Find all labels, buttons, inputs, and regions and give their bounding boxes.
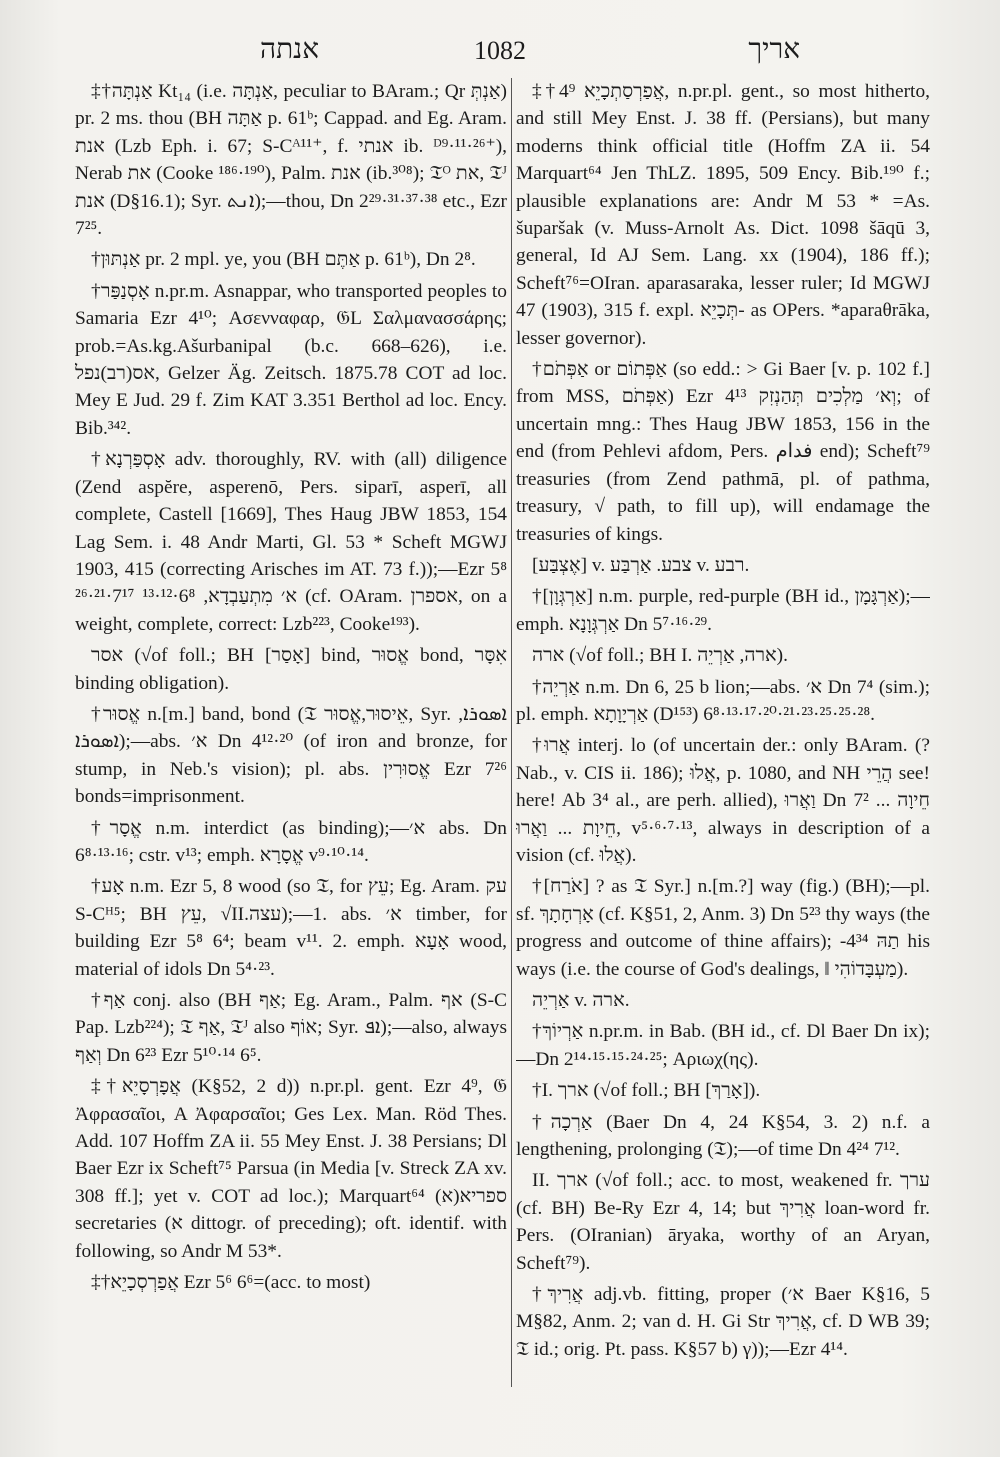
entry: †אַרְכָה (Baer Dn 4, 24 K§54, 3. 2) n.f. a lengthening, prolonging (𝔗);—of time Dn 4²⁴ 7¹². (516, 1111, 930, 1161)
entry: ‡†אֲפָרְסָיֵא (K§52, 2 d)) n.pr.pl. gent. Ezr 4⁹, 𝔊 Ἀφρασαῖοι, A Ἀφαρσαῖοι; Ges Lex. Man. Röd Thes. Add. 107 Hoffm ZA ii. 55 Mey Enst. J. 38 Persians; Dl Baer Ezr ix Scheft⁷⁵ Parsua (in Media [v. Streck ZA xv. 308 ff.]; yet v. COT ad loc.); Marquart⁶⁴ (א)ספריא secretaries (א dittogr. of preceding); oft. identif. with following, so Andr M 53*. (75, 1076, 507, 1262)
right-column (516, 78, 930, 1397)
entry: †I. ארך (√of foll.; BH [אָרַךְ]). (532, 1080, 761, 1102)
entry: ארה (√of foll.; BH I. ארה, אַרְיֵה). (532, 645, 788, 667)
entry: †אֲרִיךְ adj.vb. fitting, proper (א׳ Baer K§16, 5 M§82, Anm. 2; van d. H. Gi Str אֲרִיךְ, cf. D WB 39; 𝔗 id.; orig. Pt. pass. K§57 b) γ));—Ezr 4¹⁴. (516, 1284, 930, 1360)
entry: אַרְיֵה v. ארה. (532, 990, 630, 1011)
entry: †אָסְנַפַּר n.pr.m. Asnappar, who transported peoples to Samaria Ezr 4¹⁰; Ασενναφαρ, 𝔊L Σαλμανασσάρης; prob.=As.kg.Ašurbanipal (b.c. 668–626), i.e. אס(רב)נפל, Gelzer Äg. Zeitsch. 1875.78 COT ad loc. Mey E Jud. 29 f. Zim KAT 3.351 Berthol ad loc. Ency. Bib.³⁴². (75, 280, 507, 439)
entry: †אַף conj. also (BH אַף; Eg. Aram., Palm. אף (S-C Pap. Lzb²²⁴); 𝔗 אַף, 𝔗ᴶ also אוֹף; Syr. ܐܦ);—also, always וְאַף Dn 6²³ Ezr 5¹⁰·¹⁴ 6⁵. (75, 990, 507, 1066)
entry: †אֱסוּר n.[m.] band, bond (𝔗 אֵיסוּר,אֱסוּר, Syr. ܐܣܘܪܐ, ܐܣܘܪܐ);—abs. א׳ Dn 4¹²·²⁰ (of iron and bronze, for stump, in Neb.'s vision); pl. abs. אֱסוּרִין Ezr 7²⁶ bonds=imprisonment. (75, 703, 507, 808)
entry: II. ארך (√of foll.; acc. to most, weakened fr. ערך (cf. BH) Be-Ry Ezr 4, 14; but אֲרִיךְ loan-word fr. Pers. (OIranian) āryaka, worthy of an Aryan, Scheft⁷⁹). (516, 1170, 930, 1274)
entry: ‡†אֲפַרְסַתְכָיֵא 4⁹, n.pr.pl. gent., so most hitherto, and still Mey Enst. J. 38 ff. (Persians), but many moderns think official title (Hoffm ZA ii. 54 Marquart⁶⁴ Jen ThLZ. 1895, 509 Ency. Bib.¹⁹⁰ f.; plausible explanations are: Andr M 53 * =As. šuparšak (v. Muss-Arnolt As. Dict. 1098 šāqū 3, general, Id AJ Sem. Lang. xx (1904), 186 ff.); Scheft⁷⁶=OIran. aparasaraka, lesser ruler; Id MGWJ 47 (1903), 315 f. expl. תְּכָיֵא- as OPers. *aparaθrāka, lesser governor). (516, 81, 930, 349)
entry: †אֲרוּ interj. lo (of uncertain der.: only BAram. (? Nab., v. CIS ii. 186); אֲלוּ, p. 1080, and NH הֲרֵי see! here! Ab 3⁴ al., are perh. allied), וַאֲרוּ Dn 7² ... חֵיוָה חֵיוָת ... וַאֲרוּ, v⁵·⁶·⁷·¹³, always in description of a vision (cf. אֲלוּ). (516, 735, 930, 866)
entry: [אֶצְבַּע] v. צבע. אַרְבַּע v. רבע. (532, 554, 750, 576)
entry: †[אֹרַח] ? as 𝔗 Syr.] n.[m.?] way (fig.) (BH);—pl. sf. אָרְחָתָךְ (cf. K§51, 2, Anm. 3) Dn 5²³ thy ways (the progress and outcome of thine affairs); -תַהּ 4³⁴ his ways (i.e. the course of God's dealings, ‖ מַעְבָּדוֹהִי). (516, 876, 930, 980)
entry: †אַנְתּוּן pr. 2 mpl. ye, you (BH אַתֶּם p. 61ᵇ), Dn 2⁸. (91, 249, 476, 271)
entry: †אַפְּתֹם or אַפְּתוֹם (so edd.: > Gi Baer [v. p. 102 f.] from MSS, אַפְּתֹם) Ezr 4¹³ וְא׳ מַלְכִים תְּהַנְזִק; of uncertain mng.: Thes Haug JBW 1853, 156 in the end (from Pehlevi afdom, Pers. فدام end); Scheft⁷⁹ treasuries (from Zend pathmā, pl. of pathma, treasury, √ path, to fill up), will endamage the treasuries of kings. (516, 359, 930, 545)
entry: אסר (√of foll.; BH [אָסַר] bind, אֱסוּר bond, אִסָּר binding obligation). (75, 645, 507, 694)
left-column (75, 78, 507, 1397)
header-right-word: אריך (748, 34, 800, 65)
running-header (70, 28, 930, 72)
entry: †אָע n.m. Ezr 5, 8 wood (so 𝔗, for עֵץ; Eg. Aram. עק S-Cᴴ⁵; BH עֵץ, √II.עצה);—1. abs. א׳ timber, for building Ezr 5⁸ 6⁴; beam v¹¹. 2. emph. אָעָא wood, material of idols Dn 5⁴·²³. (75, 876, 507, 980)
entry: †אַרְיוֹךְ n.pr.m. in Bab. (BH id., cf. Dl Baer Dn ix);—Dn 2¹⁴·¹⁵·¹⁵·²⁴·²⁵; Αριωχ(ης). (516, 1021, 930, 1070)
column-divider (511, 78, 512, 1387)
entry: †אֱסָר n.m. interdict (as binding);—א׳ abs. Dn 6⁸·¹³·¹⁶; cstr. v¹³; emph. אֱסָרָא v⁹·¹⁰·¹⁴. (75, 817, 507, 866)
entry: ‡†אַנְתָּה Kt₁₄ (i.e. אַנְתָּה, peculiar to BAram.; Qr אַנְתְּ) pr. 2 ms. thou (BH אַתָּה p. 61ᵇ; Cappad. and Eg. Aram. אנת (Lzb Eph. i. 67; S-Cᴬ¹¹⁺, f. אנתי ib. ᴰ⁹·¹¹·²⁶⁺), Nerab את (Cooke ¹⁸⁶·¹⁹⁰), Palm. אנת (ib.³⁰⁸); 𝔗ᴼ את, 𝔗ᴶ אנת (D§16.1); Syr. ܐܢܬ);—thou, Dn 2²⁹·³¹·³⁷·³⁸ etc., Ezr 7²⁵. (75, 81, 507, 240)
header-left-word: אנתה (260, 34, 320, 65)
page-number: 1082 (474, 36, 526, 65)
entry: †אַרְיֵה n.m. Dn 6, 25 b lion;—abs. א׳ Dn 7⁴ (sim.); pl. emph. אַרְיָוָתָא (D¹⁵³) 6⁸·¹³·¹⁷·²⁰·²¹·²³·²⁵·²⁵·²⁸. (516, 676, 930, 725)
entry: ‡†אֲפַרְסְכָיֵא Ezr 5⁶ 6⁶=(acc. to most) (91, 1272, 371, 1294)
entry: †[אַרְגְּוָן] n.m. purple, red-purple (BH id., אַרְגָּמָן);—emph. אַרְגְּוָנָא Dn 5⁷·¹⁶·²⁹. (516, 586, 930, 635)
entry: †אָסְפַּרְנָא adv. thoroughly, RV. with (all) diligence (Zend aspĕre, asperenō, Pers. siparī, asperī, all complete, Castell [1669], Thes Haug JBW 1853, 154 Lag Sem. i. 48 Andr Marti, Gl. 53 * Scheft MGWJ 1903, 415 (correcting Arisches im AT. 73 f.));—Ezr 5⁸ א׳ מִתְעַבְדָא, 6⁸·¹²·¹³ 7¹⁷·²¹·²⁶ (cf. OAram. אספרן, on a weight, complete, correct: Lzb²²³, Cooke¹⁹³). (75, 449, 507, 635)
